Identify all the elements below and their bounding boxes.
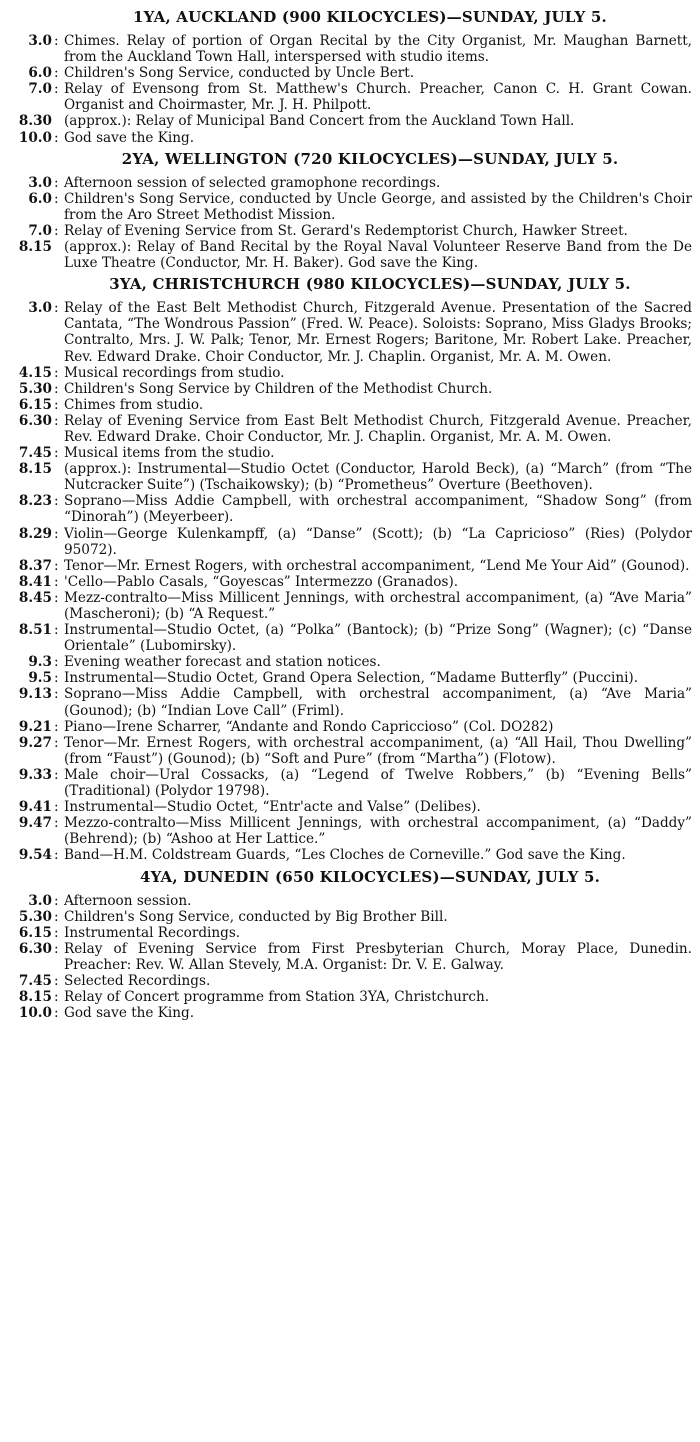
programme-description: Mezz-contralto—Miss Millicent Jennings, with orchestral accompaniment, (a) “Ave Maria” (Mascheroni); (b) “A Request.” <box>64 589 692 622</box>
programme-description: (approx.): Instrumental—Studio Octet (Conductor, Harold Beck), (a) “March” (from “The Nutcracker Suite”) (Tschaikowsky); (b) “Prometheus” Overture (Beethoven). <box>64 461 692 494</box>
programme-time: 7.45 <box>18 972 52 989</box>
programme-time: 9.3 <box>28 654 52 671</box>
programme-item <box>0 223 700 239</box>
programme-time: 9.33 <box>18 766 52 783</box>
programme-description: Instrumental—Studio Octet, “Entr'acte and Valse” (Delibes). <box>64 799 481 816</box>
programme-description: Male choir—Ural Cossacks, (a) “Legend of Twelve Robbers,” (b) “Evening Bells” (Traditional) (Polydor 19798). <box>64 766 692 800</box>
time-separator: : <box>54 412 59 429</box>
programme-item <box>0 654 700 670</box>
programme-time: 3.0 <box>28 892 52 909</box>
programme-item <box>0 33 700 65</box>
programme-time: 6.0 <box>28 190 52 207</box>
programme-time: 6.30 <box>18 940 52 957</box>
time-separator: : <box>54 908 59 925</box>
programme-description: Relay of Concert programme from Station 3YA, Christchurch. <box>64 989 490 1006</box>
programme-time: 3.0 <box>28 33 52 49</box>
programme-description: Chimes from studio. <box>64 396 204 413</box>
programme-item <box>0 941 700 973</box>
programme-item <box>0 767 700 799</box>
programme-description: Musical items from the studio. <box>64 445 275 462</box>
time-separator: : <box>54 129 59 146</box>
station-heading: 4YA, DUNEDIN (650 KILOCYCLES)—SUNDAY, JULY 5. <box>139 867 601 886</box>
programme-description: God save the King. <box>64 1005 195 1022</box>
programme-description: Soprano—Miss Addie Campbell, with orchestral accompaniment, “Shadow Song” (from “Dinorah”) (Meyerbeer). <box>64 493 692 526</box>
programme-item <box>0 65 700 81</box>
programme-description: (approx.): Relay of Band Recital by the Royal Naval Volunteer Reserve Band from the De Luxe Theatre (Conductor, Mr. H. Baker). God save the King. <box>64 239 692 272</box>
programme-item <box>0 686 700 718</box>
time-separator: : <box>54 924 59 941</box>
programme-item <box>0 847 700 863</box>
programme-description: Instrumental—Studio Octet, (a) “Polka” (Bantock); (b) “Prize Song” (Wagner); (c) “Danse Orientale” (Lubomirsky). <box>64 622 692 655</box>
programme-description: God save the King. <box>64 129 195 146</box>
programme-description: Instrumental Recordings. <box>64 924 241 941</box>
programme-time: 8.45 <box>18 589 52 606</box>
programme-item <box>0 622 700 654</box>
programme-description: 'Cello—Pablo Casals, “Goyescas” Intermezzo (Granados). <box>64 573 459 590</box>
programme-item <box>0 558 700 574</box>
programme-item <box>0 239 700 271</box>
programme-time: 7.45 <box>18 445 52 462</box>
programme-time: 8.41 <box>18 573 52 590</box>
programme-description: Selected Recordings. <box>64 972 211 989</box>
time-separator: : <box>54 734 59 751</box>
programme-item <box>0 493 700 525</box>
programme-item <box>0 574 700 590</box>
programme-description: Violin—George Kulenkampff, (a) “Danse” (Scott); (b) “La Capricioso” (Ries) (Polydor 95072). <box>64 525 692 558</box>
programme-item <box>0 893 700 909</box>
programme-time: 3.0 <box>28 174 52 191</box>
programme-time: 9.21 <box>18 718 52 735</box>
programme-item <box>0 799 700 815</box>
programme-time: 5.30 <box>18 908 52 925</box>
time-separator: : <box>54 670 59 687</box>
time-separator: : <box>54 972 59 989</box>
programme-description: Children's Song Service by Children of the Methodist Church. <box>64 380 493 397</box>
station-section <box>0 868 700 1022</box>
programme-time: 9.27 <box>18 734 52 751</box>
programme-time: 7.0 <box>28 222 52 239</box>
time-separator: : <box>54 940 59 957</box>
station-section <box>0 275 700 863</box>
programme-time: 8.23 <box>18 493 52 510</box>
programme-description: Mezzo-contralto—Miss Millicent Jennings, with orchestral accompaniment, (a) “Daddy” (Behrend); (b) “Ashoo at Her Lattice.” <box>64 815 692 848</box>
programme-description: (approx.): Relay of Municipal Band Concert from the Auckland Town Hall. <box>64 113 575 130</box>
time-separator: : <box>54 65 59 82</box>
programme-item <box>0 719 700 735</box>
programme-time: 6.15 <box>18 924 52 941</box>
programme-time: 6.0 <box>28 65 52 82</box>
programme-description: Tenor—Mr. Ernest Rogers, with orchestral accompaniment, (a) “All Hail, Thou Dwelling” (from “Faust”) (Gounod); (b) “Soft and Pure” (from “Martha”) (Flotow). <box>64 734 692 767</box>
programme-time: 9.5 <box>28 670 52 687</box>
time-separator: : <box>54 222 59 239</box>
programme-item <box>0 397 700 413</box>
programme-item <box>0 191 700 223</box>
programme-time: 10.0 <box>18 129 52 146</box>
programme-description: Afternoon session. <box>64 892 192 909</box>
time-separator: : <box>54 892 59 909</box>
time-separator: : <box>54 589 59 606</box>
time-separator: : <box>54 686 59 703</box>
programme-item <box>0 925 700 941</box>
programme-item <box>0 909 700 925</box>
time-separator: : <box>54 396 59 413</box>
programme-time: 3.0 <box>28 300 52 317</box>
programme-description: Relay of the East Belt Methodist Church, Fitzgerald Avenue. Presentation of the Sacred Cantata, “The Wondrous Passion” (Fred. W. Peace). Soloists: Soprano, Miss Gladys Brooks; Contralto, Mrs. J. W. Palk; Tenor, Mr. Ernest Rogers; Baritone, Mr. Robert Lake. Preacher, Rev. Edward Drake. Choir Conductor, Mr. J. Chaplin. Organist, Mr. A. M. Owen. <box>64 300 692 365</box>
programme-item <box>0 81 700 113</box>
programme-item <box>0 413 700 445</box>
programme-time: 8.30 <box>18 113 52 130</box>
programme-time: 9.41 <box>18 799 52 816</box>
time-separator: : <box>54 654 59 671</box>
programme-item <box>0 461 700 493</box>
programme-item <box>0 590 700 622</box>
programme-item <box>0 445 700 461</box>
programme-item <box>0 175 700 191</box>
programme-item <box>0 989 700 1005</box>
programme-description: Chimes. Relay of portion of Organ Recital by the City Organist, Mr. Maughan Barnett, from the Auckland Town Hall, interspersed with studio items. <box>64 33 692 66</box>
time-separator: : <box>54 766 59 783</box>
programme-description: Children's Song Service, conducted by Uncle Bert. <box>64 65 415 82</box>
programme-time: 9.54 <box>18 847 52 864</box>
programme-time: 8.15 <box>18 461 52 478</box>
time-separator: : <box>54 81 59 98</box>
programme-time: 7.0 <box>28 81 52 98</box>
station-section <box>0 8 700 146</box>
programme-time: 9.13 <box>18 686 52 703</box>
programme-time: 8.37 <box>18 557 52 574</box>
time-separator: : <box>54 174 59 191</box>
programme-item <box>0 735 700 767</box>
time-separator: : <box>54 190 59 207</box>
programme-item <box>0 1005 700 1021</box>
programme-description: Relay of Evensong from St. Matthew's Church. Preacher, Canon C. H. Grant Cowan. Organist and Choirmaster, Mr. J. H. Philpott. <box>64 81 692 114</box>
time-separator: : <box>54 300 59 317</box>
time-separator: : <box>54 573 59 590</box>
time-separator: : <box>54 847 59 864</box>
station-list <box>0 8 700 1021</box>
programme-description: Relay of Evening Service from East Belt Methodist Church, Fitzgerald Avenue. Preacher, Rev. Edward Drake. Choir Conductor, Mr. J. Chaplin. Organist, Mr. A. M. Owen. <box>64 412 692 445</box>
programme-time: 4.15 <box>18 364 52 381</box>
programme-description: Afternoon session of selected gramophone recordings. <box>64 174 441 191</box>
station-section <box>0 150 700 272</box>
time-separator: : <box>54 799 59 816</box>
time-separator: : <box>54 493 59 510</box>
programme-time: 9.47 <box>18 815 52 832</box>
programme-time: 8.51 <box>18 622 52 639</box>
programme-description: Musical recordings from studio. <box>64 364 285 381</box>
programme-item <box>0 381 700 397</box>
programme-description: Soprano—Miss Addie Campbell, with orchestral accompaniment, (a) “Ave Maria” (Gounod); (b) “Indian Love Call” (Friml). <box>64 686 692 719</box>
programme-item <box>0 670 700 686</box>
programme-time: 5.30 <box>18 380 52 397</box>
programme-item <box>0 300 700 364</box>
time-separator: : <box>54 815 59 832</box>
programme-item <box>0 526 700 558</box>
station-heading: 3YA, CHRISTCHURCH (980 KILOCYCLES)—SUNDAY, JULY 5. <box>109 275 631 294</box>
time-separator: : <box>54 718 59 735</box>
programme-description: Relay of Evening Service from St. Gerard's Redemptorist Church, Hawker Street. <box>64 222 628 239</box>
time-separator: : <box>54 989 59 1006</box>
time-separator: : <box>54 1005 59 1022</box>
programme-description: Children's Song Service, conducted by Uncle George, and assisted by the Children's Choir from the Aro Street Methodist Mission. <box>64 190 692 223</box>
programme-item <box>0 973 700 989</box>
time-separator: : <box>54 445 59 462</box>
time-separator: : <box>54 557 59 574</box>
time-separator: : <box>54 380 59 397</box>
programme-description: Children's Song Service, conducted by Big Brother Bill. <box>64 908 448 925</box>
programme-description: Piano—Irene Scharrer, “Andante and Rondo Capriccioso” (Col. DO282) <box>64 718 554 735</box>
time-separator: : <box>54 364 59 381</box>
programme-time: 8.15 <box>18 239 52 256</box>
programme-description: Tenor—Mr. Ernest Rogers, with orchestral accompaniment, “Lend Me Your Aid” (Gounod). <box>64 557 690 574</box>
programme-description: Instrumental—Studio Octet, Grand Opera Selection, “Madame Butterfly” (Puccini). <box>64 670 639 687</box>
programme-description: Relay of Evening Service from First Presbyterian Church, Moray Place, Dunedin. Preacher: Rev. W. Allan Stevely, M.A. Organist: Dr. V. E. Galway. <box>64 940 692 973</box>
programme-item <box>0 365 700 381</box>
programme-description: Evening weather forecast and station notices. <box>64 654 381 671</box>
programme-time: 6.15 <box>18 396 52 413</box>
programme-item <box>0 815 700 847</box>
programme-item <box>0 130 700 146</box>
station-heading: 2YA, WELLINGTON (720 KILOCYCLES)—SUNDAY, JULY 5. <box>121 149 619 168</box>
programme-description: Band—H.M. Coldstream Guards, “Les Cloches de Corneville.” God save the King. <box>64 847 626 864</box>
programme-time: 10.0 <box>18 1005 52 1022</box>
time-separator: : <box>54 525 59 542</box>
programme-time: 6.30 <box>18 412 52 429</box>
programme-time: 8.29 <box>18 525 52 542</box>
time-separator: : <box>54 33 59 49</box>
time-separator: : <box>54 622 59 639</box>
programme-time: 8.15 <box>18 989 52 1006</box>
station-heading: 1YA, AUCKLAND (900 KILOCYCLES)—SUNDAY, JULY 5. <box>133 8 607 26</box>
programme-item <box>0 113 700 129</box>
